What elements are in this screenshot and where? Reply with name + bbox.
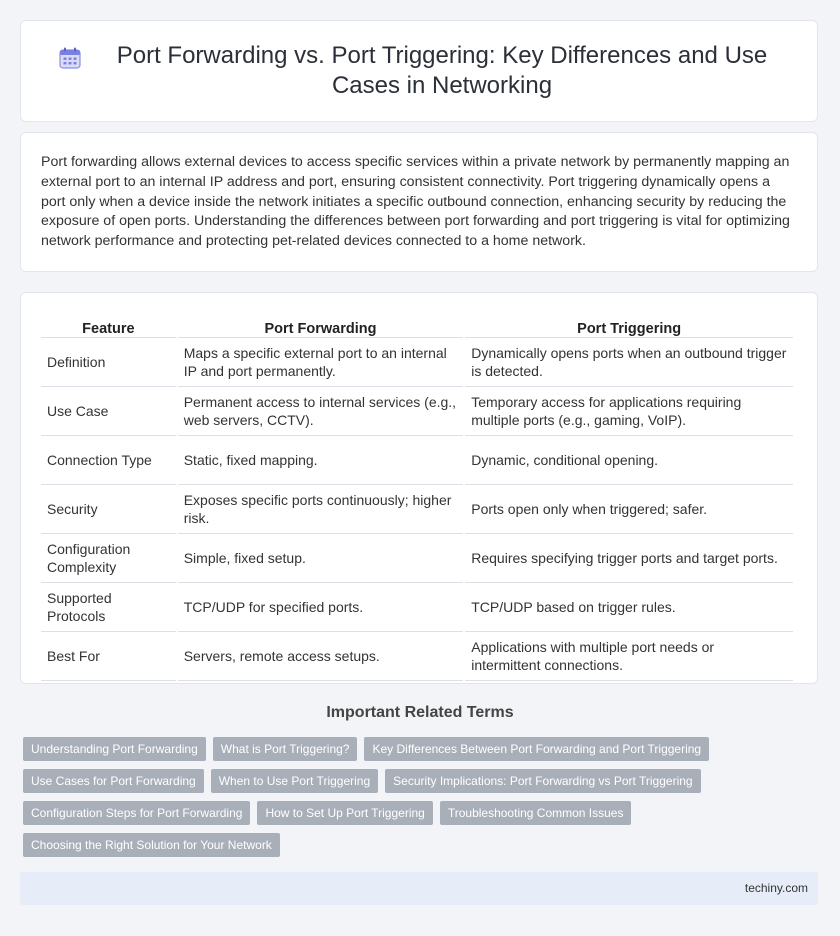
related-tag[interactable]: What is Port Triggering? [213, 737, 358, 761]
table-row [41, 436, 793, 485]
row-forwarding-cell: Servers, remote access setups. [178, 632, 464, 681]
row-feature-cell: Connection Type [41, 436, 176, 485]
header-feature: Feature [41, 315, 176, 338]
related-tag[interactable]: Understanding Port Forwarding [23, 737, 206, 761]
row-forwarding-cell: Static, fixed mapping. [178, 436, 464, 485]
related-tag[interactable]: Choosing the Right Solution for Your Network [23, 833, 280, 857]
table-row [41, 534, 793, 583]
row-triggering-cell: Dynamically opens ports when an outbound trigger is detected. [465, 338, 793, 387]
table-row [41, 387, 793, 436]
row-feature-cell: Best For [41, 632, 176, 681]
row-feature-cell: Definition [41, 338, 176, 387]
table-row [41, 583, 793, 632]
related-tag[interactable]: Troubleshooting Common Issues [440, 801, 632, 825]
row-forwarding-cell: Permanent access to internal services (e.g., web servers, CCTV). [178, 387, 464, 436]
table-row [41, 485, 793, 534]
page-title: Port Forwarding vs. Port Triggering: Key Differences and Use Cases in Networking [116, 42, 768, 99]
related-tag[interactable]: How to Set Up Port Triggering [257, 801, 432, 825]
header-port-triggering: Port Triggering [465, 315, 793, 338]
related-tag[interactable]: Configuration Steps for Port Forwarding [23, 801, 250, 825]
header-port-forwarding: Port Forwarding [178, 315, 464, 338]
row-feature-cell: Supported Protocols [41, 583, 176, 632]
comparison-table [39, 315, 795, 681]
table-header-row [41, 315, 793, 338]
row-forwarding-cell: TCP/UDP for specified ports. [178, 583, 464, 632]
footer [20, 872, 818, 905]
row-forwarding-cell: Simple, fixed setup. [178, 534, 464, 583]
calendar-icon [59, 47, 81, 69]
related-tag[interactable]: Key Differences Between Port Forwarding and Port Triggering [364, 737, 709, 761]
related-tags [23, 737, 743, 857]
row-triggering-cell: Ports open only when triggered; safer. [465, 485, 793, 534]
row-feature-cell: Use Case [41, 387, 176, 436]
intro-card [20, 132, 818, 272]
row-triggering-cell: Temporary access for applications requiring multiple ports (e.g., gaming, VoIP). [465, 387, 793, 436]
row-feature-cell: Security [41, 485, 176, 534]
row-triggering-cell: Dynamic, conditional opening. [465, 436, 793, 485]
title-wrap [59, 41, 779, 101]
row-triggering-cell: Applications with multiple port needs or intermittent connections. [465, 632, 793, 681]
table-row [41, 632, 793, 681]
table-row [41, 338, 793, 387]
row-feature-cell: Configuration Complexity [41, 534, 176, 583]
footer-site[interactable]: techiny.com [744, 881, 808, 895]
row-triggering-cell: TCP/UDP based on trigger rules. [465, 583, 793, 632]
comparison-card [20, 292, 818, 684]
related-tag[interactable]: When to Use Port Triggering [211, 769, 378, 793]
related-terms-heading: Important Related Terms [326, 704, 514, 721]
row-forwarding-cell: Maps a specific external port to an internal IP and port permanently. [178, 338, 464, 387]
intro-paragraph: Port forwarding allows external devices to access specific services within a private network by permanently mapping an external port to an internal IP address and port, ensuring consistent connectivity. Port triggering dynamically opens a port only when a device inside the network initiates a specific outbound connection, enhancing security by reducing the exposure of open ports. Understanding the differences between port forwarding and port triggering is vital for optimizing network performance and protecting pet-related devices connected to a home network. [41, 154, 790, 250]
title-card [20, 20, 818, 122]
related-tag[interactable]: Security Implications: Port Forwarding vs Port Triggering [385, 769, 700, 793]
row-forwarding-cell: Exposes specific ports continuously; higher risk. [178, 485, 464, 534]
related-tag[interactable]: Use Cases for Port Forwarding [23, 769, 204, 793]
row-triggering-cell: Requires specifying trigger ports and target ports. [465, 534, 793, 583]
